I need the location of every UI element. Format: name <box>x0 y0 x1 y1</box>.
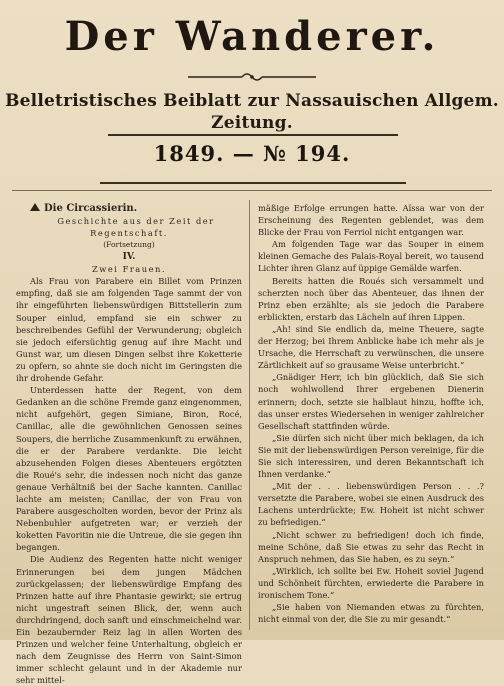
paragraph: mäßige Erfolge errungen hatte. Aïssa war von der Erscheinung des Regenten geblendet, was dem Blicke der Frau von Ferriol nicht entgangen war. <box>258 203 484 238</box>
paragraph: Am folgenden Tage war das Souper in einem kleinen Gemache des Palais-Royal bereit, wo tausend Lichter ihren Glanz auf üppige Gemälde warfen. <box>258 239 484 274</box>
article-title: Die Circassierin. <box>16 202 242 215</box>
rule-top <box>108 134 398 136</box>
paragraph: „Gnädiger Herr, ich bin glücklich, daß Sie sich noch wohlwollend Ihrer ergebenen Dienerin erinnern; doch, setzte sie halblaut hinzu, hoffte ich, das unser erstes Wiedersehen in weniger zahlreicher Gesellschaft stattfinden würde. <box>258 372 484 431</box>
continued-label: (Fortsetzung) <box>103 240 155 249</box>
chapter-number: IV. <box>122 252 136 263</box>
issue-number: № 194. <box>263 141 351 166</box>
paragraph: Unterdessen hatte der Regent, von dem Gedanken an die schöne Fremde ganz eingenommen, nicht aufgehört, gegen Simiane, Biron, Rocé, Canillac, alle die gewöhnlichen Genossen seines Soupers, die herrliche Zusammenkunft zu erwähnen, die er der Parabere verdankte. Die leicht abzusehenden Folgen dieses Abenteuers ergötzten die Roué's sehr, die indessen noch nicht das ganze genaue Verhältniß bei der Sache kannten. Canillac lachte am meisten; Canillac, der von Frau von Parabere ausgescholten worden, bevor der Prinz als Nebenbuhler aufgetreten war; er verzieh der koketten Favoritin nie die Untreue, die sie gegen ihn begangen. <box>16 385 242 553</box>
chapter-title: Zwei Frauen. <box>92 264 166 275</box>
paragraph: „Sie dürfen sich nicht über mich beklagen, da ich Sie mit der liebenswürdigen Person vereinige, für die Sie sich interessiren, und deren Bekanntschaft ich Ihnen verdanke.“ <box>258 432 484 480</box>
issue-dash: — <box>232 141 255 166</box>
masthead-title: Der Wanderer. <box>64 13 440 60</box>
rule-middle <box>100 182 406 184</box>
issue-line <box>0 140 504 168</box>
masthead-subtitle: Belletristisches Beiblatt zur Nassauischen Allgem. Zeitung. <box>5 91 499 133</box>
issue-year: 1849. <box>153 141 225 166</box>
paragraph: „Nicht schwer zu befriedigen! doch ich finde, meine Schöne, daß Sie etwas zu sehr das Recht in Anspruch nehmen, das Sie haben, es zu seyn.“ <box>258 529 484 564</box>
paragraph: Als Frau von Parabere ein Billet vom Prinzen empfing, daß sie am folgenden Tage sammt der von ihr eingeführten liebenswürdigen Bittstellerin zum Souper einlud, empfand sie ein schwer zu beschreibendes Gefühl der Verwunderung; obgleich sie jedoch eifersüchtig genug auf ihre Macht und Gunst war, um diesen Dingen selbst ihre Koketterie zu opfern, so ahnte sie doch nicht im Geringsten die ihr drohende Gefahr. <box>16 276 242 384</box>
ornament-divider-icon <box>186 70 318 84</box>
rule-thin <box>12 190 492 191</box>
paragraph: Bereits hatten die Roués sich versammelt und scherzten noch über das Abenteuer, das ihnen der Prinz eben erzählte; als sie jedoch die Parabere erblickten, erstarb das Lächeln auf ihren Lippen. <box>258 275 484 322</box>
article-subtitle: Geschichte aus der Zeit der Regentschaft. <box>57 216 215 238</box>
paragraph: „Sie haben von Niemanden etwas zu fürchten, nicht einmal von der, die Sie zu mir gesandt.“ <box>258 602 484 625</box>
paragraph: „Ah! sind Sie endlich da, meine Theuere, sagte der Herzog; bei Ihrem Anblicke habe ich mehr als je Ursache, die Herrschaft zu verwünschen, die unsere Zärtlichkeit auf so grausame Weise unterbricht.“ <box>258 323 484 371</box>
left-column <box>16 202 242 686</box>
paragraph: „Wirklich, ich sollte bei Ew. Hoheit soviel Jugend und Schönheit fürchten, erwiederte die Parabere in ironischem Tone.“ <box>258 565 484 600</box>
triangle-icon <box>30 203 40 211</box>
paragraph: „Mit der . . . liebenswürdigen Person . . .? versetzte die Parabere, wobei sie einen Ausdruck des Lachens unterdrückte; Ew. Hoheit ist nicht schwer zu befriedigen.“ <box>258 481 484 528</box>
column-divider <box>249 200 250 630</box>
right-column <box>258 202 484 625</box>
paragraph: Die Audienz des Regenten hatte nicht weniger Erinnerungen bei dem jungen Mädchen zurückgelassen; der liebenswürdige Empfang des Prinzen hatte auf ihre Phantasie gewirkt; sie ertrug nicht ungestraft seinen Blick, der, wenn auch durchdringend, doch sanft und einschmeichelnd war. Ein bezaubernder Reiz lag in allen Worten des Prinzen und welcher feine Unterhaltung, obgleich er nach dem Zeugnisse des Herrn von Saint-Simon immer schlecht gelaunt und in der Akademie nur sehr mittel- <box>16 554 242 686</box>
